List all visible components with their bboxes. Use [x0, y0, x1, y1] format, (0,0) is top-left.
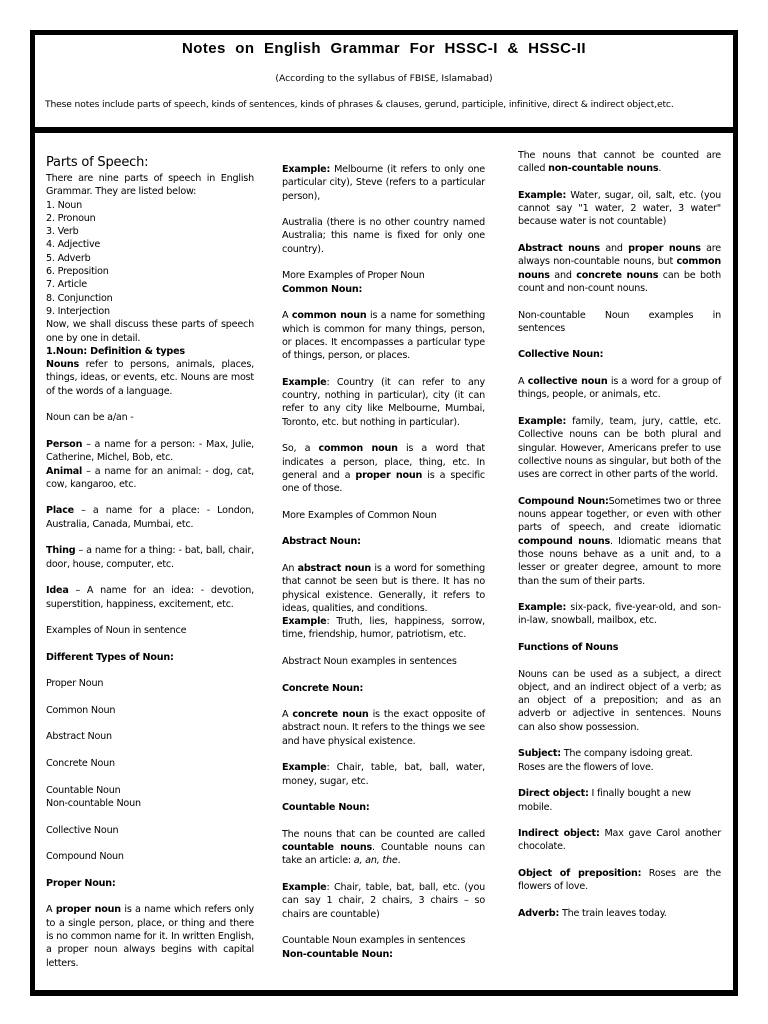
paragraph: Animal – a name for an animal: - dog, cat, cow, kangaroo, etc.: [46, 465, 254, 490]
column-2: [282, 163, 485, 961]
list-item[interactable]: Countable Noun: [46, 784, 121, 796]
list-item: 1. Noun: [46, 199, 83, 211]
list-item[interactable]: Collective Noun: [46, 824, 119, 836]
list-item: 8. Conjunction: [46, 292, 113, 304]
list-item: 7. Article: [46, 279, 87, 291]
syllabus-note: (According to the syllabus of FBISE, Islamabad): [275, 73, 493, 84]
subheading: Countable Noun:: [282, 802, 370, 814]
paragraph: Thing – a name for a thing: - bat, ball, chair, door, house, computer, etc.: [46, 545, 254, 570]
paragraph: Subject: The company isdoing great. Roses are the flowers of love.: [518, 748, 693, 773]
paragraph: Example: family, team, jury, cattle, etc. Collective nouns can be both plural and singular. However, Americans prefer to use collective nouns as singular, but both of the uses are correct in other parts of the world.: [518, 415, 721, 481]
column-3: [518, 149, 721, 934]
list-item: 5. Adverb: [46, 252, 91, 264]
paragraph: Example: Country (it can refer to any country, nothing in particular), city (it can refer to any city like Melbourne, Mumbai, Toronto, etc. but nothing in particular).: [282, 376, 485, 428]
paragraph: Adverb: The train leaves today.: [518, 907, 667, 919]
paragraph: Example: Chair, table, bat, ball, etc. (you can say 1 chair, 2 chairs, 3 chairs – so chairs are countable): [282, 882, 485, 920]
list-item[interactable]: Proper Noun: [46, 678, 104, 690]
list-item: 3. Verb: [46, 226, 79, 238]
paragraph: Place – a name for a place: - London, Australia, Canada, Mumbai, etc.: [46, 505, 254, 530]
document-title: Notes on English Grammar For HSSC-I & HSSC-II: [182, 40, 586, 57]
list-item: 6. Preposition: [46, 266, 109, 278]
paragraph: Example: six-pack, five-year-old, and son-in-law, snowball, mailbox, etc.: [518, 602, 721, 627]
paragraph: Example: Water, sugar, oil, salt, etc. (you cannot say "1 water, 2 water, 3 water" because water is not countable): [518, 189, 721, 228]
list-item[interactable]: Common Noun: [46, 704, 116, 716]
paragraph: The nouns that can be counted are called countable nouns. Countable nouns can take an article: a, an, the.: [282, 828, 485, 867]
paragraph: Nouns refer to persons, animals, places, things, ideas, or events, etc. Nouns are most of the words of a language.: [46, 359, 254, 397]
paragraph: Direct object: I finally bought a new mobile.: [518, 788, 691, 813]
list-item[interactable]: Concrete Noun: [46, 758, 115, 770]
paragraph: Compound Noun:Sometimes two or three nouns appear together, or even with other parts of speech, and create idiomatic compound nouns. Idiomatic means that those nouns behave as a unit and, to a lesser or greater degree, amount to more than the sum of their parts.: [518, 495, 721, 587]
subheading: 1.Noun: Definition & types: [46, 345, 185, 357]
paragraph: Indirect object: Max gave Carol another chocolate.: [518, 828, 721, 853]
paragraph: Now, we shall discuss these parts of speech one by one in detail.: [46, 319, 254, 344]
subheading: Functions of Nouns: [518, 641, 619, 653]
paragraph: Idea – A name for an idea: - devotion, superstition, happiness, excitement, etc.: [46, 585, 254, 610]
link-text[interactable]: Non-countable Noun examples in sentences: [518, 309, 721, 334]
paragraph: Object of preposition: Roses are the flowers of love.: [518, 868, 721, 893]
link-text[interactable]: Abstract Noun examples in sentences: [282, 655, 457, 667]
content-area: [35, 133, 733, 990]
paragraph: A concrete noun is the exact opposite of abstract noun. It refers to the things we see and have physical existence.: [282, 709, 485, 747]
subheading: Non-countable Noun:: [282, 948, 393, 960]
intro-text: These notes include parts of speech, kinds of sentences, kinds of phrases & clauses, gerund, participle, infinitive, direct & indirect object,etc.: [45, 99, 674, 110]
paragraph: Example: Chair, table, bat, ball, water, money, sugar, etc.: [282, 762, 485, 787]
paragraph: There are nine parts of speech in English Grammar. They are listed below:: [46, 173, 254, 198]
subheading: Different Types of Noun:: [46, 651, 174, 663]
paragraph: Nouns can be used as a subject, a direct object, and an indirect object of a verb; as an object of a preposition; and as an adverb or adjective in sentences. Nouns can also show possession.: [518, 668, 721, 733]
paragraph: A collective noun is a word for a group of things, people, or animals, etc.: [518, 376, 722, 401]
list-item[interactable]: Abstract Noun: [46, 731, 112, 743]
paragraph: Noun can be a/an -: [46, 412, 134, 424]
link-text[interactable]: Countable Noun examples in sentences: [282, 935, 466, 947]
paragraph: A proper noun is a name which refers only to a single person, place, or thing and there is no common name for it. In written English, a proper noun always begins with capital letters.: [46, 904, 254, 969]
paragraph: An abstract noun is a word for something that cannot be seen but is there. It has no physical existence. Generally, it refers to ideas, qualities, and conditions.: [282, 562, 486, 614]
subheading: Concrete Noun:: [282, 682, 364, 694]
paragraph: Abstract nouns and proper nouns are always non-countable nouns, but common nouns and concrete nouns can be both count and non-count nouns.: [518, 243, 722, 294]
list-item: 4. Adjective: [46, 239, 101, 251]
paragraph: Example: Melbourne (it refers to only one particular city), Steve (refers to a particular person),: [282, 164, 485, 202]
link-text[interactable]: Examples of Noun in sentence: [46, 625, 187, 637]
list-item[interactable]: Non-countable Noun: [46, 797, 141, 809]
paragraph: Example: Truth, lies, happiness, sorrow, time, friendship, humor, patriotism, etc.: [282, 616, 485, 641]
header-box: [35, 35, 733, 127]
list-item: 9. Interjection: [46, 305, 110, 317]
paragraph: A common noun is a name for something which is common for many things, person, or places. It encompasses a particular type of things, person, or places.: [282, 310, 486, 362]
subheading: Collective Noun:: [518, 349, 604, 361]
link-text[interactable]: More Examples of Common Noun: [282, 509, 437, 521]
section-heading: Parts of Speech:: [46, 155, 149, 170]
column-1: [46, 155, 254, 983]
link-text[interactable]: More Examples of Proper Noun: [282, 270, 425, 282]
paragraph: Person – a name for a person: - Max, Julie, Catherine, Michel, Bob, etc.: [46, 438, 254, 464]
subheading: Common Noun:: [282, 283, 363, 295]
paragraph: The nouns that cannot be counted are called non-countable nouns.: [518, 150, 721, 175]
paragraph: Australia (there is no other country named Australia; this name is fixed for only one country).: [282, 217, 485, 255]
list-item: 2. Pronoun: [46, 212, 96, 224]
subheading: Proper Noun:: [46, 877, 116, 889]
subheading: Abstract Noun:: [282, 536, 361, 548]
paragraph: So, a common noun is a word that indicates a person, place, thing, etc. In general and a proper noun is a specific one of those.: [282, 443, 485, 495]
list-item[interactable]: Compound Noun: [46, 851, 124, 863]
